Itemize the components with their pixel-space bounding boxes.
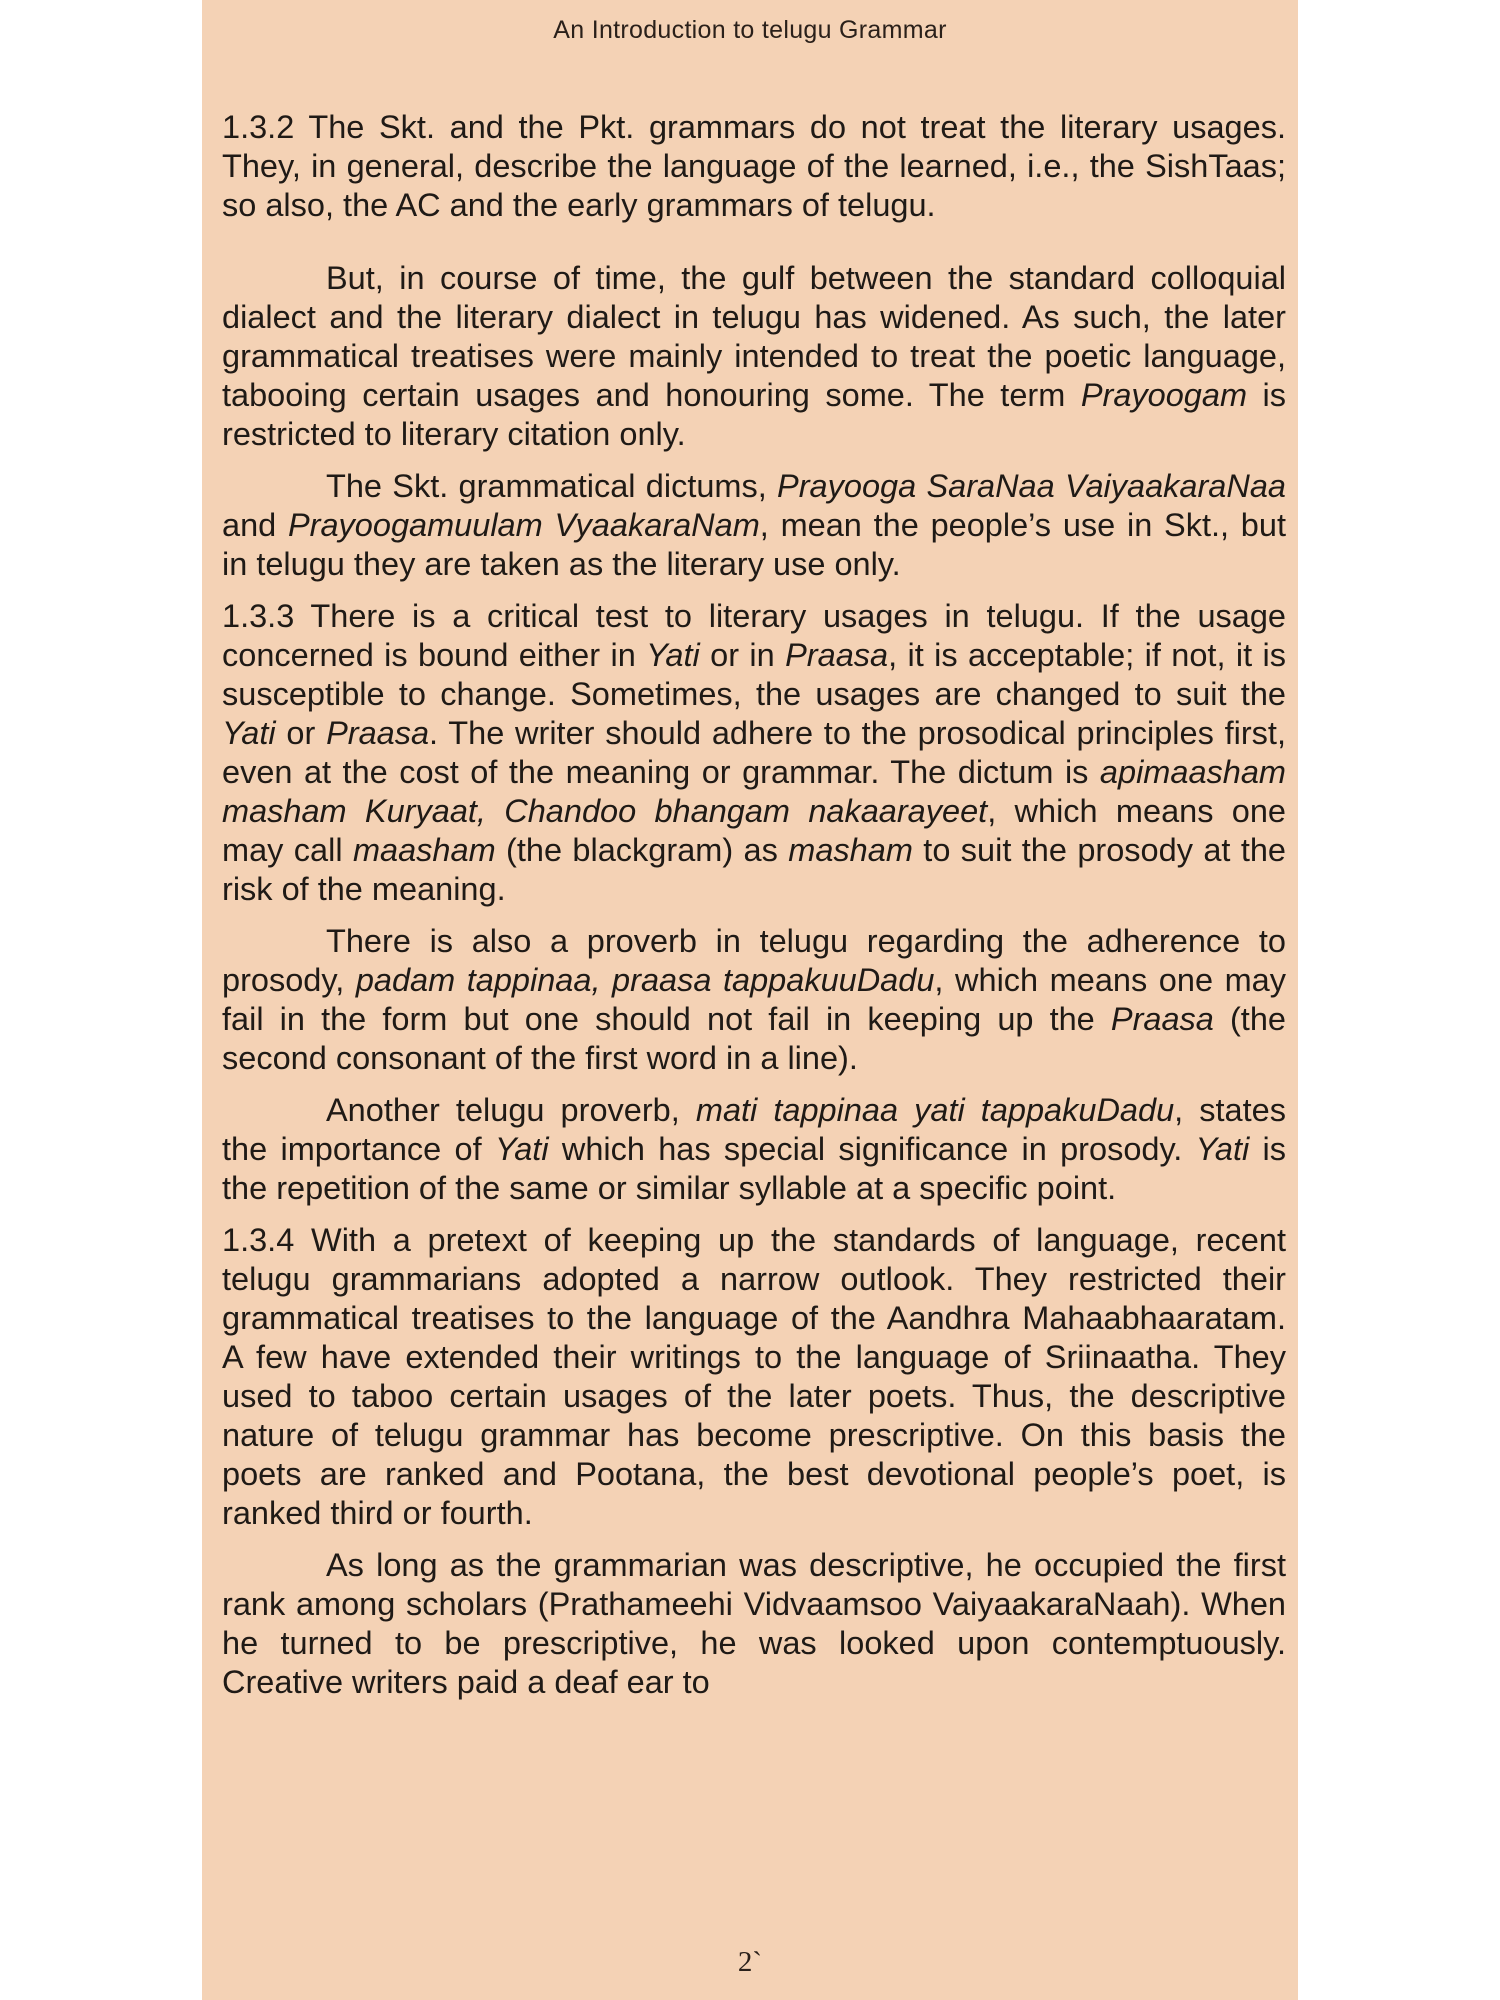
text-run: , mean the people’s use in Skt., but in telugu they are taken as the literary use only. (222, 507, 1286, 582)
italic-term: padam tappinaa, praasa tappakuuDadu (355, 962, 935, 998)
text-run: There is also a proverb in telugu regarding the adherence to prosody, (222, 923, 1286, 998)
italic-term: Yati (1195, 1131, 1250, 1167)
italic-term: Praasa (326, 715, 430, 751)
page-number: 2` (737, 1946, 763, 1978)
page-body (222, 108, 1286, 1702)
running-title: An Introduction to telugu Grammar (553, 16, 947, 44)
text-run: . The writer should adhere to the prosodical principles first, even at the cost of the meaning or grammar. The dictum is (222, 715, 1286, 790)
text-run: , states the importance of (222, 1092, 1286, 1167)
paragraph-1-3-4 (222, 1221, 1286, 1533)
paragraph-proverb-yati (222, 1091, 1286, 1208)
text-run: (the blackgram) as (495, 832, 789, 868)
text-run: or in (699, 637, 786, 673)
paragraph-literary-dialect (222, 259, 1286, 454)
paragraph-1-3-3 (222, 597, 1286, 909)
italic-term: masham (788, 832, 913, 868)
paragraph-skt-dictums (222, 467, 1286, 584)
text-run: or (275, 715, 327, 751)
italic-term: Prayoogam (1080, 377, 1248, 413)
text-run: and (222, 507, 288, 543)
paragraph-descriptive-grammarian (222, 1546, 1286, 1702)
text-run: is restricted to literary citation only. (222, 377, 1287, 452)
text-run: (the second consonant of the first word in a line). (222, 1001, 1286, 1076)
text-run: The Skt. grammatical dictums, (326, 468, 778, 504)
italic-term: Prayooga SaraNaa VaiyaakaraNaa (777, 468, 1286, 504)
italic-term: Praasa (785, 637, 889, 673)
text-run: As long as the grammarian was descriptive, he occupied the first rank among scholars (Prathameehi Vidvaamsoo VaiyaakaraNaah). When he turned to be prescriptive, he was looked upon contemptuously. Creative writers paid a deaf ear to (222, 1547, 1286, 1700)
text-run: 1.3.4 With a pretext of keeping up the standards of language, recent telugu grammarians adopted a narrow outlook. They restricted their grammatical treatises to the language of the Aandhra Mahaabhaaratam. A few have extended their writings to the language of Sriinaatha. They used to taboo certain usages of the later poets. Thus, the descriptive nature of telugu grammar has become prescriptive. On this basis the poets are ranked and Pootana, the best devotional people’s poet, is ranked third or fourth. (222, 1222, 1286, 1531)
text-run: is the repetition of the same or similar syllable at a specific point. (222, 1131, 1287, 1206)
italic-term: Yati (494, 1131, 549, 1167)
text-run: 1.3.3 There is a critical test to literary usages in telugu. If the usage concerned is bound either in (222, 598, 1286, 673)
italic-term: maasham (352, 832, 496, 868)
text-run: Another telugu proverb, (326, 1092, 696, 1128)
paragraph-proverb-praasa (222, 922, 1286, 1078)
italic-term: apimaasham masham Kuryaat, Chandoo bhangam nakaarayeet (222, 754, 1286, 829)
book-page (202, 0, 1298, 2000)
italic-term: Prayoogamuulam VyaakaraNam (287, 507, 760, 543)
text-run: , it is acceptable; if not, it is susceptible to change. Sometimes, the usages are changed to suit the (222, 637, 1286, 712)
text-run: to suit the prosody at the risk of the meaning. (222, 832, 1286, 907)
italic-term: mati tappinaa yati tappakuDadu (695, 1092, 1175, 1128)
italic-term: Praasa (1110, 1001, 1214, 1037)
text-run: , which means one may call (222, 793, 1287, 868)
italic-term: Yati (646, 637, 700, 673)
italic-term: Yati (222, 715, 276, 751)
text-run: which has special significance in prosody. (548, 1131, 1196, 1167)
text-run: , which means one may fail in the form but one should not fail in keeping up the (222, 962, 1286, 1037)
text-run: But, in course of time, the gulf between the standard colloquial dialect and the literary dialect in telugu has widened. As such, the later grammatical treatises were mainly intended to treat the poetic language, tabooing certain usages and honouring some. The term (222, 260, 1286, 413)
paragraph-1-3-2 (222, 108, 1286, 225)
text-run: 1.3.2 The Skt. and the Pkt. grammars do not treat the literary usages. They, in general, describe the language of the learned, i.e., the SishTaas; so also, the AC and the early grammars of telugu. (222, 109, 1286, 223)
